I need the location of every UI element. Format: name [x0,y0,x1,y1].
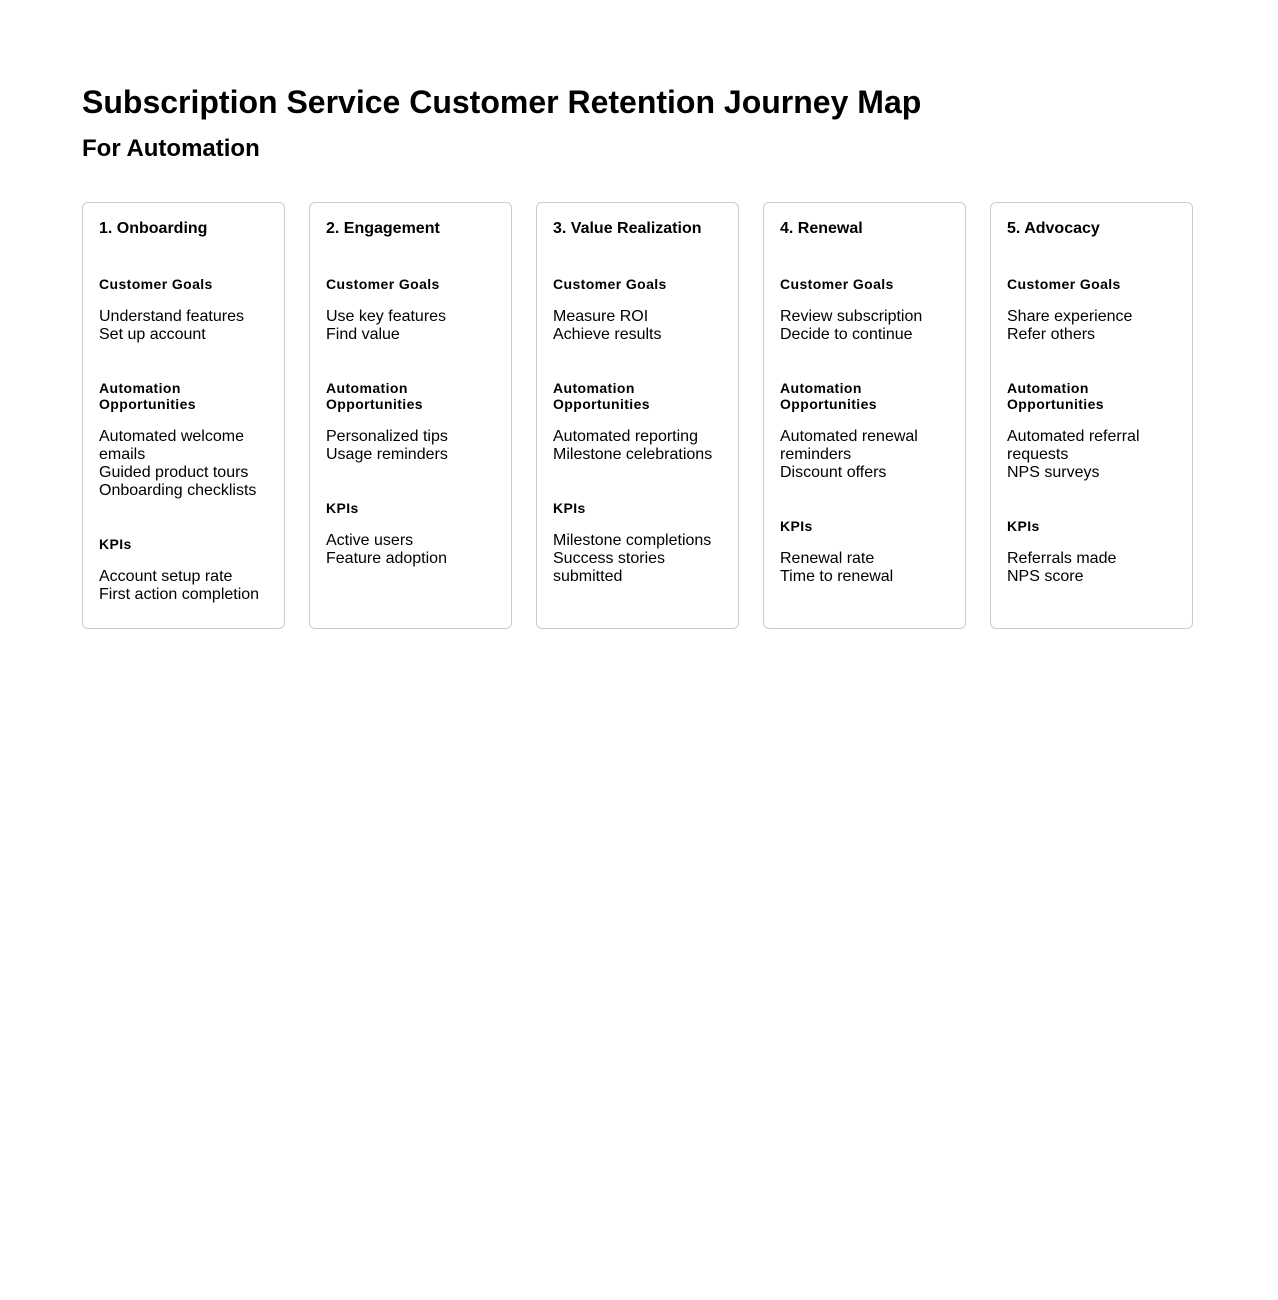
customer-goals-heading: Customer Goals [99,276,213,292]
list-item: Milestone celebrations [553,446,713,463]
list-item: Discount offers [780,464,887,481]
list-item: Review subscription [780,308,923,325]
journey-map [0,0,1278,629]
automation-opportunities-heading: Automation Opportunities [780,380,877,412]
list-item: Automated renewal reminders [780,428,918,463]
list-item: Onboarding checklists [99,482,257,499]
automation-opportunities-list [99,428,268,500]
list-item: NPS surveys [1007,464,1100,481]
list-item: Find value [326,326,400,343]
stage-card [309,202,512,629]
kpis-heading: KPIs [1007,518,1040,534]
kpis-section [1007,518,1176,586]
list-item: Refer others [1007,326,1096,343]
customer-goals-heading: Customer Goals [1007,276,1121,292]
kpis-list [780,550,949,586]
stage-title: 5. Advocacy [1007,220,1100,237]
list-item: Milestone completions [553,532,712,549]
automation-opportunities-heading: Automation Opportunities [326,380,423,412]
list-item: Understand features [99,308,244,325]
automation-opportunities-list [553,428,722,464]
customer-goals-heading: Customer Goals [326,276,440,292]
list-item: Time to renewal [780,568,894,585]
kpis-list [553,532,722,586]
automation-opportunities-section [1007,380,1176,482]
kpis-list [1007,550,1176,586]
automation-opportunities-section [326,380,495,464]
list-item: Automated reporting [553,428,698,445]
customer-goals-heading: Customer Goals [553,276,667,292]
customer-goals-list [99,308,268,344]
customer-goals-section [1007,276,1176,344]
automation-opportunities-section [99,380,268,500]
customer-goals-section [99,276,268,344]
list-item: Feature adoption [326,550,447,567]
customer-goals-heading: Customer Goals [780,276,894,292]
automation-opportunities-list [326,428,495,464]
list-item: Personalized tips [326,428,448,445]
list-item: First action completion [99,586,260,603]
stage-title: 3. Value Realization [553,220,702,237]
list-item: Guided product tours [99,464,249,481]
list-item: Use key features [326,308,447,325]
list-item: Automated welcome emails [99,428,244,463]
kpis-heading: KPIs [326,500,359,516]
stage-card [763,202,966,629]
customer-goals-section [553,276,722,344]
list-item: Account setup rate [99,568,233,585]
stage-card [990,202,1193,629]
list-item: Usage reminders [326,446,448,463]
kpis-list [326,532,495,568]
list-item: Renewal rate [780,550,875,567]
customer-goals-list [553,308,722,344]
kpis-heading: KPIs [780,518,813,534]
kpis-heading: KPIs [99,536,132,552]
list-item: Active users [326,532,414,549]
list-item: Share experience [1007,308,1133,325]
customer-goals-section [780,276,949,344]
stage-title: 2. Engagement [326,220,440,237]
automation-opportunities-heading: Automation Opportunities [99,380,196,412]
kpis-heading: KPIs [553,500,586,516]
stage-card [82,202,285,629]
automation-opportunities-section [553,380,722,464]
list-item: Referrals made [1007,550,1117,567]
automation-opportunities-section [780,380,949,482]
list-item: Automated referral requests [1007,428,1140,463]
automation-opportunities-heading: Automation Opportunities [1007,380,1104,412]
list-item: Measure ROI [553,308,649,325]
stages-row [82,202,1196,629]
list-item: Achieve results [553,326,662,343]
kpis-section [780,518,949,586]
page-title: Subscription Service Customer Retention Journey Map [82,84,922,120]
page-subtitle: For Automation [82,135,260,162]
customer-goals-list [326,308,495,344]
list-item: Set up account [99,326,206,343]
stage-card [536,202,739,629]
automation-opportunities-list [780,428,949,482]
kpis-section [553,500,722,586]
list-item: Decide to continue [780,326,913,343]
automation-opportunities-list [1007,428,1176,482]
stage-title: 4. Renewal [780,220,863,237]
stage-title: 1. Onboarding [99,220,208,237]
customer-goals-list [1007,308,1176,344]
kpis-section [326,500,495,568]
list-item: NPS score [1007,568,1084,585]
list-item: Success stories submitted [553,550,666,585]
kpis-list [99,568,268,604]
kpis-section [99,536,268,604]
customer-goals-list [780,308,949,344]
customer-goals-section [326,276,495,344]
automation-opportunities-heading: Automation Opportunities [553,380,650,412]
